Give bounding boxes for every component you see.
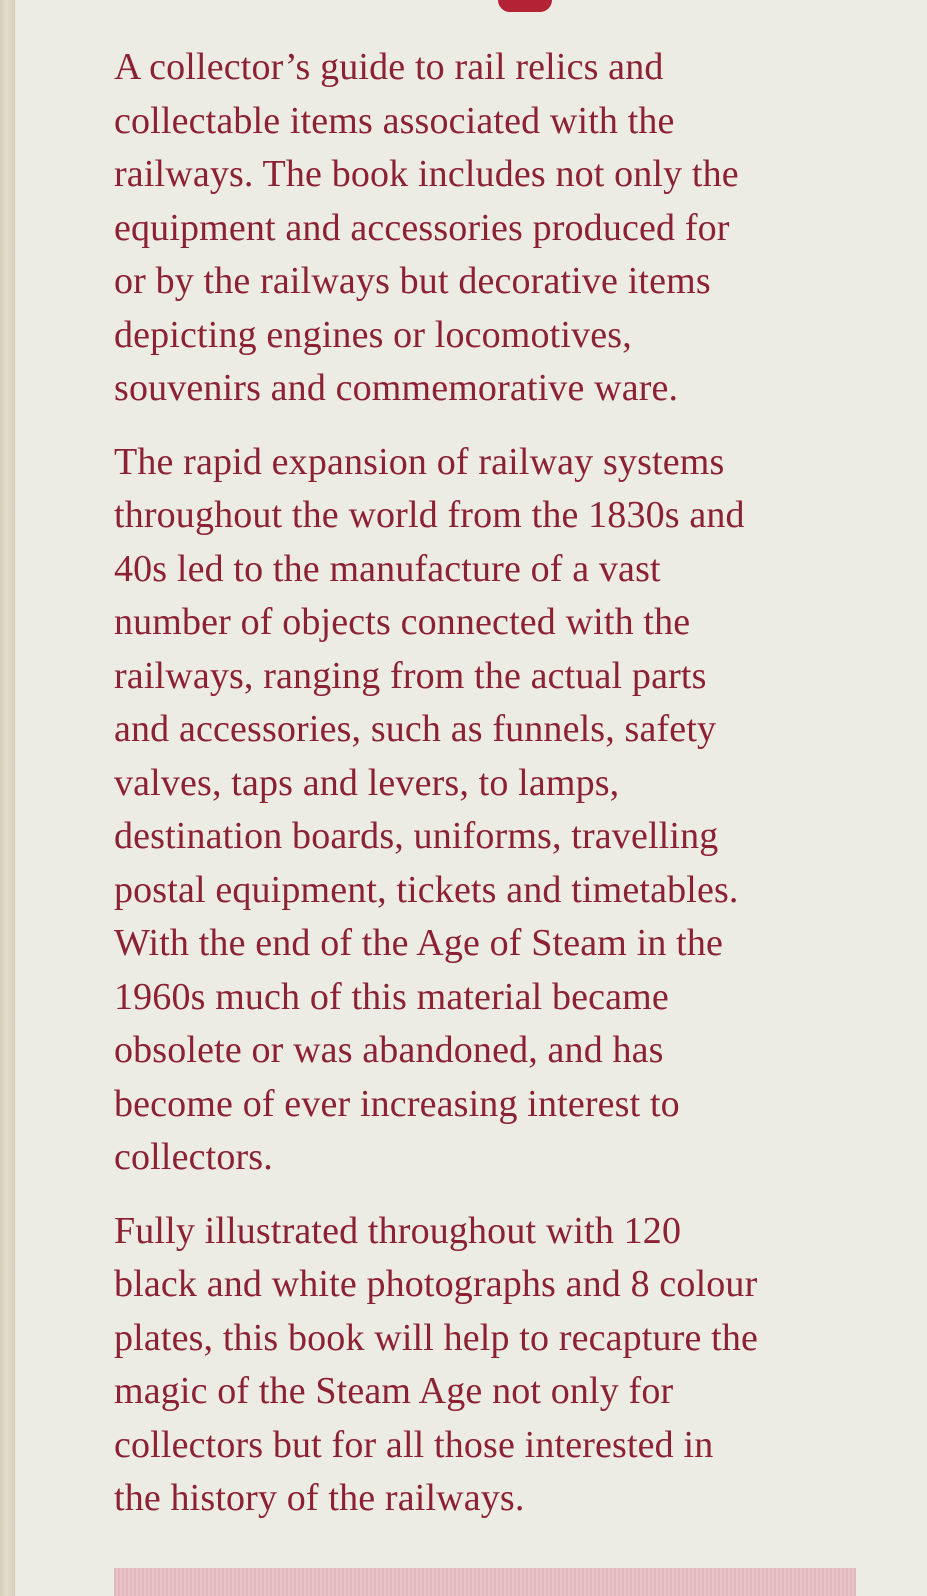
cover-decoration-mark [498,0,552,12]
book-spine-edge [0,0,15,1596]
blurb-paragraph-history: The rapid expansion of railway systems throughout the world from the 1830s and 40s led to the manufacture of a vast number of objects connected with the railways, ranging from the actual parts and accessories, such as funnels, safety valves, taps and levers, to lamps, destination boards, uniforms, travelling postal equipment, tickets and timetables. With the end of the Age of Steam in the 1960s much of this material became obsolete or was abandoned, and has become of ever increasing interest to collectors. [114,440,745,1178]
blurb-paragraph-intro: A collector’s guide to rail relics and collectable items associated with the railways. The book includes not only the equipment and accessories produced for or by the railways but decorative items depicting engines or locomotives, souvenirs and commemorative ware. [114,46,739,409]
back-cover-blurb [114,41,874,1546]
blurb-paragraph-illustrations: Fully illustrated throughout with 120 black and white photographs and 8 colour plates, this book will help to recapture the magic of the Steam Age not only for collectors but for all those interested in the history of the railways. [114,1209,758,1519]
cover-decoration-band [114,1568,856,1596]
